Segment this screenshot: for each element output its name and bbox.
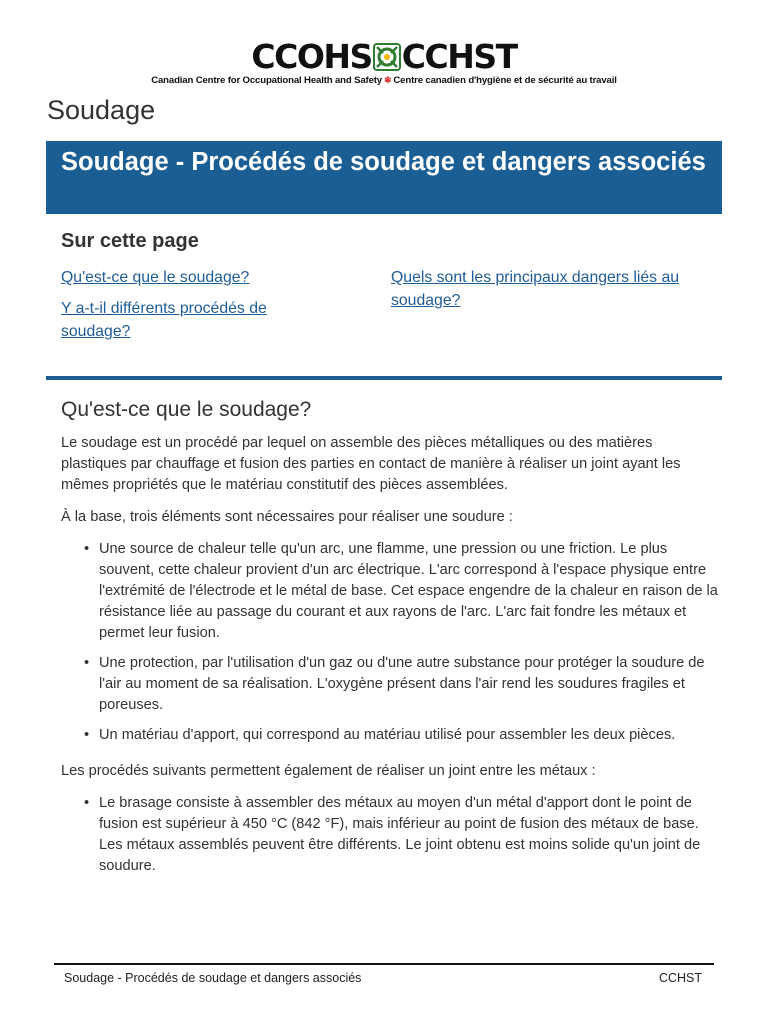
elements-list — [82, 539, 721, 746]
ccohs-emblem-icon — [373, 43, 401, 71]
logo-tagline-en: Canadian Centre for Occupational Health and Safety — [151, 75, 382, 86]
list-item — [82, 539, 721, 644]
ccohs-logo — [0, 37, 768, 86]
bullet-icon: • — [84, 655, 90, 671]
toc-right-column — [391, 266, 721, 351]
toc-link-welding-processes[interactable]: Y a-t-il différents procédés de soudage? — [61, 300, 267, 340]
section-what-is-welding — [61, 398, 721, 892]
section-divider — [46, 376, 722, 380]
paragraph-processes-intro: Les procédés suivants permettent également de réaliser un joint entre les métaux : — [61, 763, 596, 779]
toc-left-column — [61, 266, 391, 351]
logo-left-word: CCOHS — [251, 37, 372, 76]
list-item — [82, 653, 721, 716]
section-heading: Qu'est-ce que le soudage? — [61, 398, 312, 421]
footer-organization: CCHST — [658, 971, 702, 985]
maple-leaf-icon: ❄ — [384, 75, 392, 85]
logo-tagline — [0, 75, 768, 86]
list-item-text: Une source de chaleur telle qu'un arc, une flamme, une pression ou une friction. Le plus souvent, cette chaleur provient d'un arc électrique. L'arc correspond à l'espace physique entre l'extrémité de l'électrode et le métal de base. Cet espace engendre de la chaleur en raison de la résistance liée au passage du courant et aux rayons de l'arc. L'arc fait fondre les métaux et permet leur fusion. — [99, 541, 718, 641]
paragraph-definition: Le soudage est un procédé par lequel on assemble des pièces métalliques ou des matières plastiques par chauffage et fusion des parties en contact de manière à réaliser un joint ayant les mêmes propriétés que le matériau constitutif des pièces assemblées. — [61, 435, 681, 493]
logo-right-word: CCHST — [401, 37, 517, 76]
processes-list — [82, 793, 721, 877]
logo-wordmark — [251, 37, 517, 76]
page-footer — [54, 963, 714, 985]
list-item-text: Une protection, par l'utilisation d'un gaz ou d'une autre substance pour protéger la soudure de l'air au moment de sa réalisation. L'oxygène présent dans l'air rend les soudures fragiles et poreuses. — [99, 655, 705, 713]
page-title: Soudage - Procédés de soudage et dangers associés — [61, 148, 706, 176]
logo-tagline-fr: Centre canadien d'hygiène et de sécurité au travail — [393, 75, 617, 86]
list-item — [82, 793, 721, 877]
toc-columns — [61, 266, 721, 351]
list-item — [82, 725, 721, 746]
document-title: Soudage — [47, 95, 156, 125]
footer-document-title: Soudage - Procédés de soudage et dangers associés — [64, 971, 362, 985]
list-item-text: Un matériau d'apport, qui correspond au matériau utilisé pour assembler les deux pièces. — [99, 727, 676, 743]
paragraph-elements-intro: À la base, trois éléments sont nécessaires pour réaliser une soudure : — [61, 509, 513, 525]
bullet-icon: • — [84, 727, 90, 743]
bullet-icon: • — [84, 795, 90, 811]
toc-link-main-hazards[interactable]: Quels sont les principaux dangers liés au soudage? — [391, 269, 680, 309]
bullet-icon: • — [84, 541, 90, 557]
toc-link-what-is-welding[interactable]: Qu'est-ce que le soudage? — [61, 269, 250, 286]
table-of-contents — [61, 230, 721, 351]
toc-heading: Sur cette page — [61, 230, 199, 252]
title-banner — [46, 141, 722, 214]
list-item-text: Le brasage consiste à assembler des métaux au moyen d'un métal d'apport dont le point de fusion est supérieur à 450 °C (842 °F), mais inférieur au point de fusion des métaux de base. Les métaux assemblés peuvent être différents. Le joint obtenu est moins solide qu'un joint de soudure. — [99, 795, 701, 874]
